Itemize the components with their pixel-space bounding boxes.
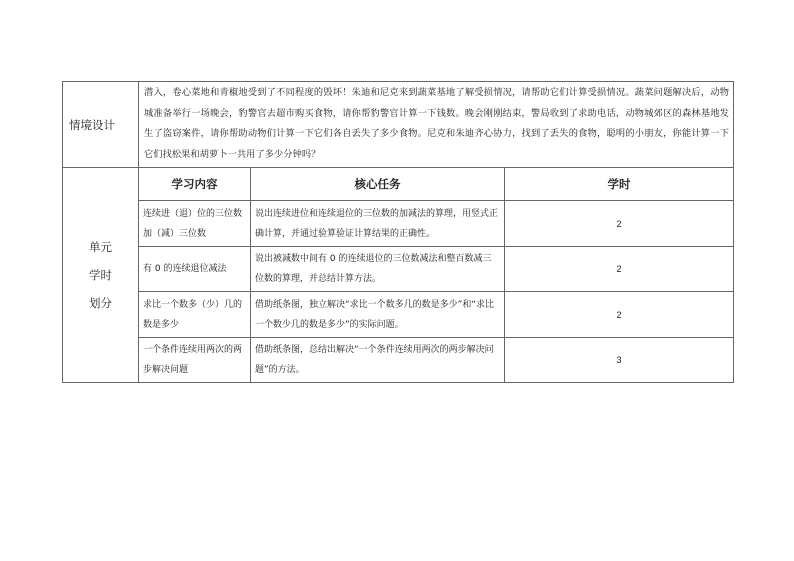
learning-content-cell: 连续进（退）位的三位数加（减）三位数 <box>139 201 251 247</box>
table-row <box>63 338 734 383</box>
class-hours-cell: 2 <box>505 292 734 338</box>
unit-header-row <box>63 168 734 201</box>
core-task-cell: 说出被减数中间有 0 的连续退位的三位数减法和整百数减三位数的算理，并总结计算方法。 <box>251 247 505 292</box>
unit-hours-division-label <box>63 168 139 383</box>
learning-content-cell: 有 0 的连续退位减法 <box>139 247 251 292</box>
class-hours-cell: 2 <box>505 247 734 292</box>
core-task-cell: 借助纸条图，总结出解决“一个条件连续用两次的两步解决问题”的方法。 <box>251 338 505 383</box>
class-hours-cell: 2 <box>505 201 734 247</box>
lesson-plan-table <box>62 81 734 383</box>
core-task-cell: 借助纸条图，独立解决“求比一个数多几的数是多少”和“求比一个数少几的数是多少”的实际问题。 <box>251 292 505 338</box>
core-task-cell: 说出连续进位和连续退位的三位数的加减法的算理，用竖式正确计算，并通过验算验证计算结果的正确性。 <box>251 201 505 247</box>
learning-content-cell: 求比一个数多（少）几的数是多少 <box>139 292 251 338</box>
unit-label-line: 划分 <box>89 296 112 310</box>
table-row <box>63 201 734 247</box>
class-hours-cell: 3 <box>505 338 734 383</box>
table-row <box>63 292 734 338</box>
header-core-task: 核心任务 <box>251 168 505 201</box>
header-class-hours: 学时 <box>505 168 734 201</box>
learning-content-cell: 一个条件连续用两次的两步解决问题 <box>139 338 251 383</box>
scenario-row <box>63 82 734 168</box>
scenario-label: 情境设计 <box>63 82 139 168</box>
scenario-text: 潜入，卷心菜地和青椒地受到了不同程度的毁坏！朱迪和尼克来到蔬菜基地了解受损情况，请帮助它们计算受损情况。蔬菜问题解决后，动物城准备举行一场晚会，豹警官去超市购买食物，请你帮豹警官计算一下钱数。晚会刚刚结束，警局收到了求助电话，动物城郊区的森林基地发生了盗窃案件，请你帮助动物们计算一下它们各自丢失了多少食物。尼克和朱迪齐心协力，找到了丢失的食物，聪明的小朋友，你能计算一下它们找松果和胡萝卜一共用了多少分钟吗？ <box>139 82 734 168</box>
header-learning-content: 学习内容 <box>139 168 251 201</box>
table-row <box>63 247 734 292</box>
unit-label-line: 单元 <box>89 240 112 254</box>
unit-label-line: 学时 <box>89 268 112 282</box>
